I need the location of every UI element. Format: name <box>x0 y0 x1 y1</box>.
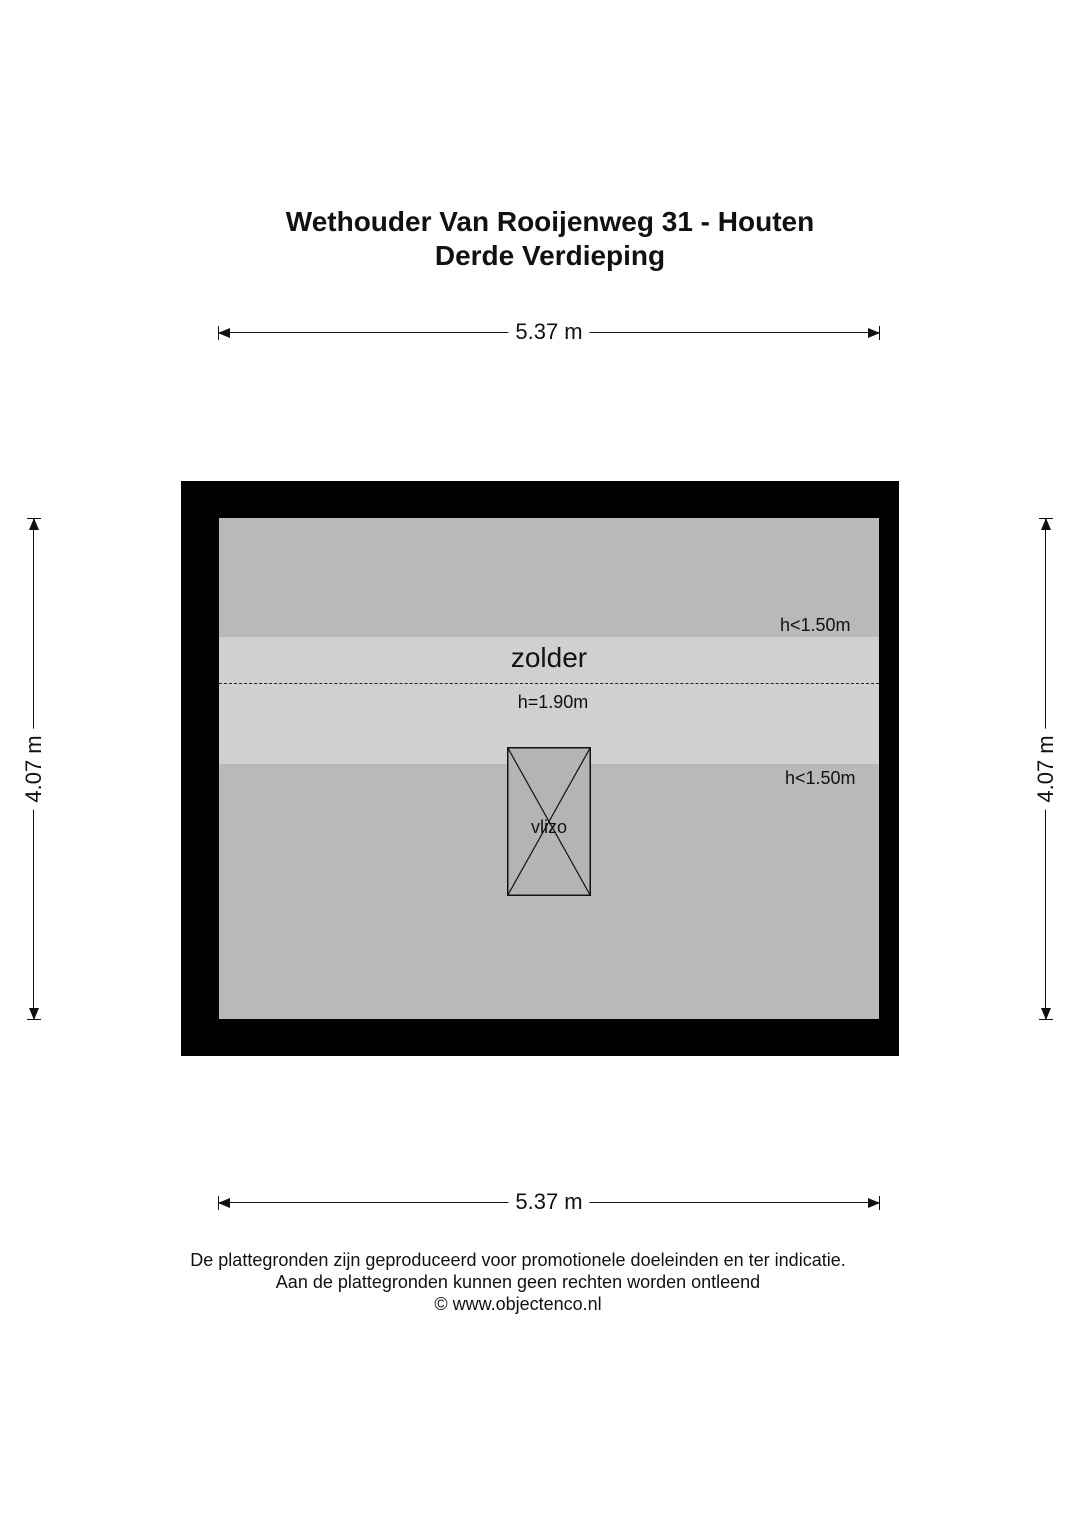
dimension-label: 5.37 m <box>508 320 589 344</box>
arrow-right-icon <box>868 1198 880 1208</box>
dimension-depth-right <box>1034 518 1058 1020</box>
dimension-width-bottom <box>218 1191 880 1215</box>
arrow-down-icon <box>1041 1008 1051 1020</box>
arrow-right-icon <box>868 328 880 338</box>
dimension-label: 5.37 m <box>508 1190 589 1214</box>
room-zolder <box>219 518 879 1019</box>
ceiling-height-upper-label: h<1.50m <box>780 615 851 635</box>
arrow-left-icon <box>218 1198 230 1208</box>
dimension-width-top <box>218 321 880 345</box>
room-name-label: zolder <box>510 642 588 673</box>
arrow-up-icon <box>1041 518 1051 530</box>
dimension-label: 4.07 m <box>1034 728 1058 809</box>
disclaimer-text: Aan de plattegronden kunnen geen rechten worden ontleend <box>275 1272 761 1292</box>
floorplan-address-title: Wethouder Van Rooijenweg 31 - Houten <box>285 206 815 237</box>
hatch-label: vlizo <box>530 817 567 837</box>
roof-ridge-line <box>219 683 879 684</box>
floor-level-title: Derde Verdieping <box>434 240 666 271</box>
ceiling-height-lower-label: h<1.50m <box>785 768 856 788</box>
ceiling-height-center-label: h=1.90m <box>517 692 589 712</box>
arrow-left-icon <box>218 328 230 338</box>
dimension-depth-left <box>22 518 46 1020</box>
attic-hatch <box>507 747 591 896</box>
disclaimer-text: De plattegronden zijn geproduceerd voor promotionele doeleinden en ter indicatie. <box>190 1250 846 1270</box>
arrow-down-icon <box>29 1008 39 1020</box>
dimension-label: 4.07 m <box>22 728 46 809</box>
arrow-up-icon <box>29 518 39 530</box>
copyright-link[interactable]: © www.objectenco.nl <box>434 1294 602 1314</box>
